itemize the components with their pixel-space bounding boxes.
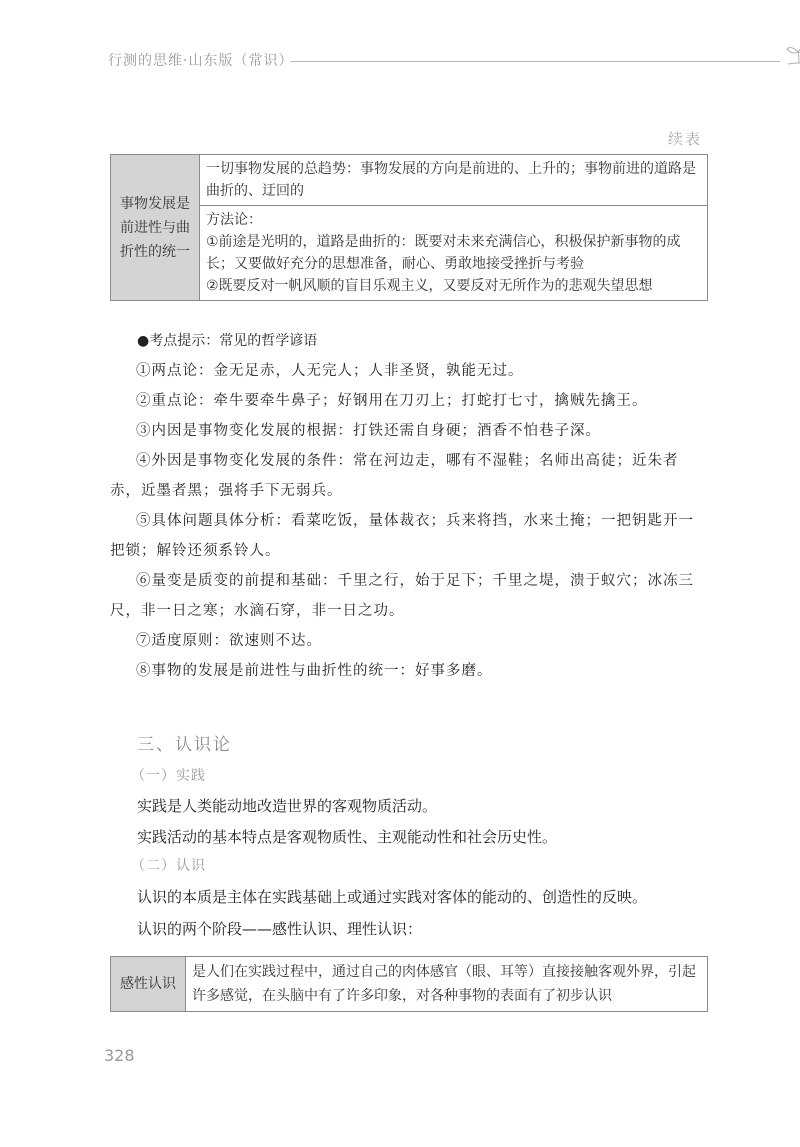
subsection-title: （二）认识 (131, 858, 206, 874)
list-item: ①两点论：金无足赤，人无完人；人非圣贤，孰能无过。 (136, 363, 524, 379)
cell-line: ①前途是光明的，道路是曲折的：既要对未来充满信心，积极保护新事物的成长；又要做好充分的思想准备，耐心、勇敢地接受挫折与考验 (206, 234, 681, 272)
body-text: 认识的两个阶段——感性认识、理性认识： (137, 920, 423, 938)
table-cell (200, 206, 708, 301)
list-item: ②重点论：牵牛要牵牛鼻子；好钢用在刀刃上；打蛇打七寸，擒贼先擒王。 (136, 393, 648, 409)
page-number: 328 (104, 1046, 135, 1065)
tip-list (110, 356, 708, 686)
table-cell: 是人们在实践过程中，通过自己的肉体感官（眼、耳等）直接接触客观外界，引起许多感觉，在头脑中有了许多印象，对各种事物的表面有了初步认识 (186, 957, 708, 1012)
table-row-header: 事物发展是前进性与曲折性的统一 (111, 155, 200, 301)
header-rule (290, 61, 780, 62)
page-header (108, 50, 708, 70)
list-item: ③内因是事物变化发展的根据：打铁还需自身硬；酒香不怕巷子深。 (136, 423, 601, 439)
list-item: ⑧事物的发展是前进性与曲折性的统一：好事多磨。 (136, 663, 493, 679)
list-item: ⑤具体问题具体分析：看菜吃饭，量体裁衣；兵来将挡，水来土掩；一把钥匙开一把锁；解铃还须系铃人。 (110, 513, 694, 559)
table-row (111, 957, 708, 1012)
body-text: 认识的本质是主体在实践基础上或通过实践对客体的能动的、创造性的反映。 (137, 888, 648, 906)
table-row (111, 206, 708, 301)
subsection-title: （一）实践 (131, 768, 206, 784)
section-title: 三、认识论 (137, 735, 232, 755)
body-text: 实践活动的基本特点是客观物质性、主观能动性和社会历史性。 (137, 828, 558, 846)
cell-subtitle: 方法论： (206, 212, 262, 228)
list-item: ④外因是事物变化发展的条件：常在河边走，哪有不湿鞋；名师出高徒；近朱者赤，近墨者黑；强将手下无弱兵。 (110, 453, 679, 499)
cognition-table (110, 956, 708, 1012)
list-item: ⑥量变是质变的前提和基础：千里之行，始于足下；千里之堤，溃于蚁穴；冰冻三尺，非一日之寒；水滴石穿，非一日之功。 (110, 573, 694, 619)
table-row (111, 155, 708, 206)
body-text: 实践是人类能动地改造世界的客观物质活动。 (137, 797, 438, 815)
list-item: ⑦适度原则：欲速则不达。 (136, 633, 322, 649)
cell-line: ②既要反对一帆风顺的盲目乐观主义，又要反对无所作为的悲观失望思想 (206, 278, 653, 294)
table-cell: 一切事物发展的总趋势：事物发展的方向是前进的、上升的；事物前进的道路是曲折的、迂回的 (200, 155, 708, 206)
table-row-header: 感性认识 (111, 957, 186, 1012)
header-title: 行测的思维·山东版（常识） (108, 53, 294, 69)
tip-title: ●考点提示：常见的哲学谚语 (137, 333, 318, 349)
sprout-icon (784, 42, 800, 68)
philosophy-table (110, 154, 708, 301)
continued-label: 续表 (667, 130, 702, 148)
